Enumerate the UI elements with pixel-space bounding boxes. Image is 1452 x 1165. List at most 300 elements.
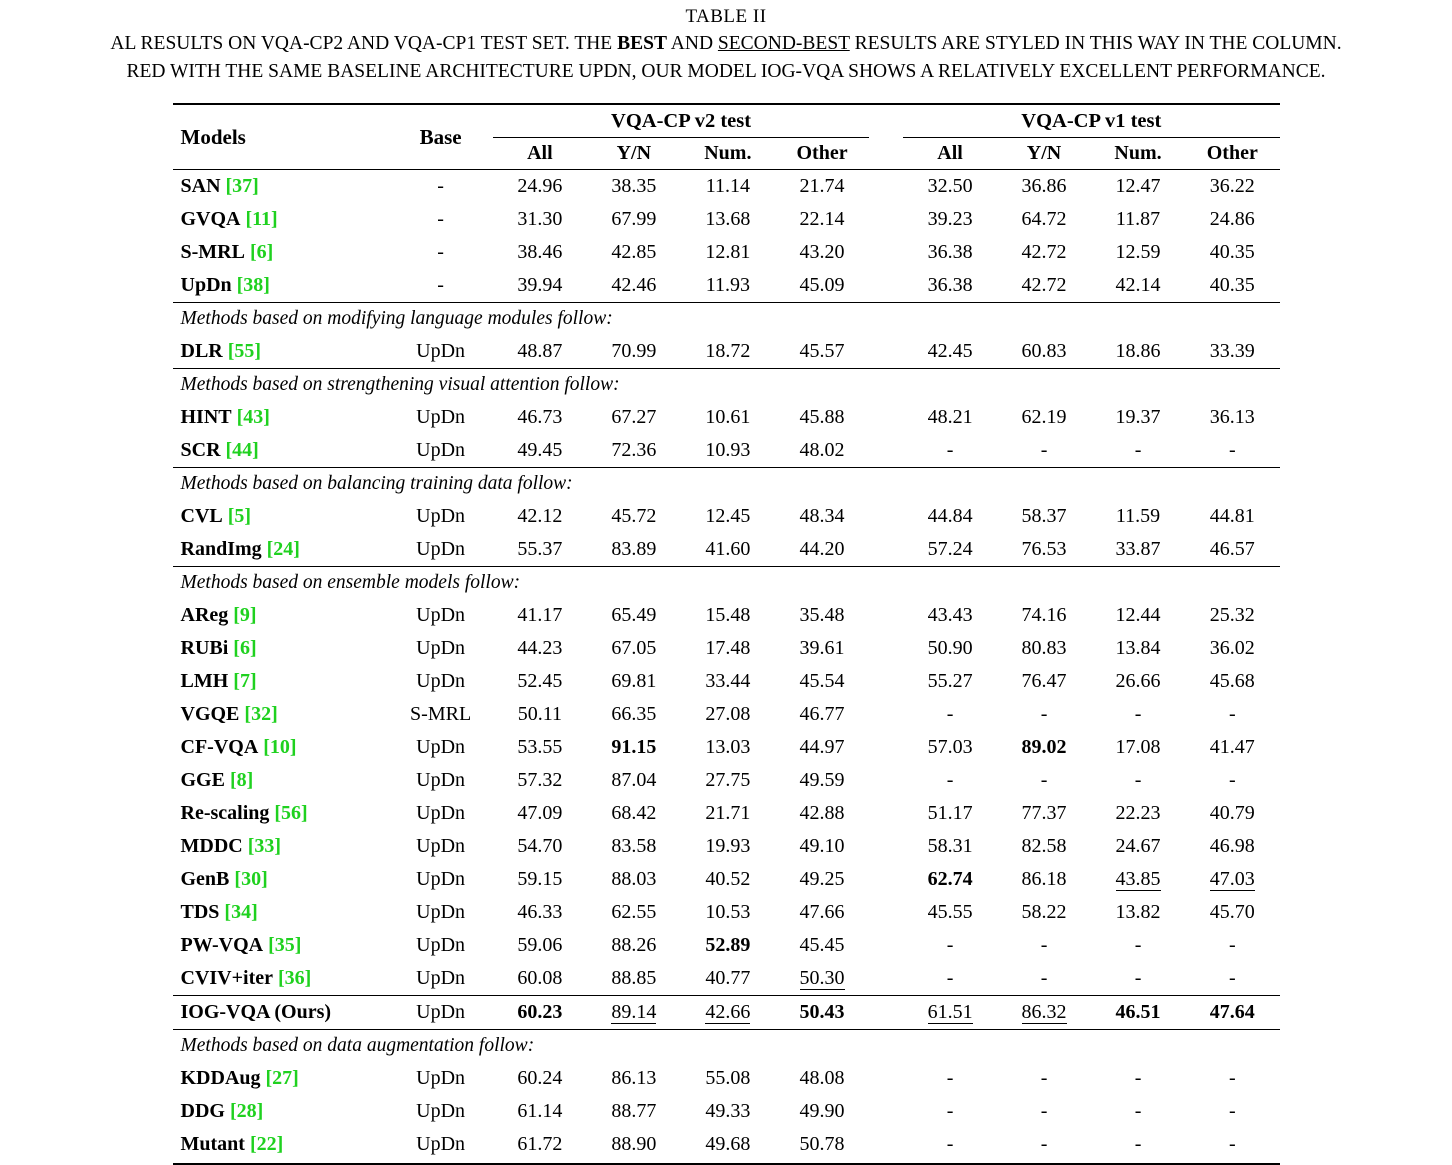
cell-v2-1: 89.14 [587,996,681,1030]
section-label: Methods based on ensemble models follow: [173,567,1280,600]
cell-v2-2: 18.72 [705,340,751,363]
table-row[interactable] [173,1095,1280,1128]
caption-line-1 [0,30,1452,58]
cell-v2-0: 46.33 [517,901,563,924]
cell-v1-3: 47.03 [1209,868,1255,891]
cell-v2-1: 67.27 [611,406,657,429]
section-header-row [173,369,1280,402]
cell-v2-3: 50.78 [799,1133,845,1156]
cell-gap [869,434,903,468]
table-row[interactable] [173,500,1280,533]
cell-v1-3: - [1228,1100,1236,1123]
cell-model: TDS [34] [180,901,258,924]
cell-v2-3: 48.02 [799,439,845,462]
cell-model: SCR [44] [180,439,259,462]
cell-v2-2: 11.93 [705,274,750,297]
cell-gap [869,797,903,830]
table-row[interactable] [173,632,1280,665]
cell-v2-2: 21.71 [705,802,751,825]
cell-v1-2: 12.44 [1115,604,1161,627]
cell-gap [869,1062,903,1095]
cell-model: UpDn [38] [180,274,270,297]
cell-v2-3: 50.30 [799,967,845,990]
cell-model: SAN [37] [173,170,389,204]
table-row[interactable] [173,996,1280,1030]
cell-v1-0: - [946,1100,954,1123]
cell-v1-2: - [1134,1133,1142,1156]
cell-v1-0: 43.43 [927,604,973,627]
cell-gap [869,731,903,764]
cell-base: UpDn [416,1100,466,1123]
cell-gap [869,335,903,369]
table-row[interactable] [173,764,1280,797]
cell-gap [869,863,903,896]
header-v2-other: Other [796,142,848,165]
cell-model: MDDC [33] [180,835,282,858]
cell-v1-3: - [1228,769,1236,792]
cell-v1-1: - [1040,1067,1048,1090]
cell-v1-1: 64.72 [1021,208,1067,231]
table-row[interactable] [173,698,1280,731]
section-label: Methods based on modifying language modules follow: [173,303,1280,336]
cell-base: UpDn [388,996,493,1030]
citation-ref[interactable]: [56] [274,802,308,825]
cell-v2-1: 42.46 [611,274,657,297]
citation-ref[interactable]: [24] [266,538,300,561]
cell-v1-2: 42.14 [1115,274,1161,297]
cell-v1-3: - [1228,1067,1236,1090]
cell-v2-0: 24.96 [493,170,587,204]
cell-model: GVQA [11] [180,208,278,231]
cell-v1-3: 46.57 [1209,538,1255,561]
cell-base: UpDn [416,769,466,792]
citation-ref[interactable]: [38] [236,274,270,297]
cell-v1-0: 50.90 [927,637,973,660]
cell-v2-0: 60.23 [493,996,587,1030]
cell-v2-3: 43.20 [799,241,845,264]
cell-v1-1: 36.86 [997,170,1091,204]
caption-second-best-word: SECOND-BEST [717,33,850,54]
citation-ref[interactable]: [36] [277,967,312,990]
cell-model: VGQE [32] [180,703,278,726]
cell-v2-1: 83.58 [611,835,657,858]
cell-v2-1: 42.85 [611,241,657,264]
citation-ref[interactable]: [37] [225,175,259,198]
cell-v1-0: - [946,1133,954,1156]
citation-ref[interactable]: [35] [268,934,302,957]
section-header-row [173,1030,1280,1063]
cell-v1-2: 26.66 [1115,670,1161,693]
cell-v2-2: 27.75 [705,769,751,792]
cell-v1-1: 77.37 [1021,802,1067,825]
table-row[interactable] [173,203,1280,236]
cell-v1-0: 61.51 [903,996,997,1030]
cell-v2-1: 65.49 [611,604,657,627]
cell-v1-2: 12.59 [1115,241,1161,264]
cell-v2-0: 44.23 [517,637,563,660]
cell-model: GGE [8] [180,769,254,792]
cell-v2-1: 86.13 [611,1067,657,1090]
citation-ref[interactable]: [22] [249,1133,284,1156]
cell-v1-1: 89.02 [1021,736,1067,759]
cell-model: DLR [55] [180,340,262,363]
cell-base: UpDn [416,868,466,891]
cell-v2-0: 39.94 [517,274,563,297]
cell-v2-2: 49.33 [705,1100,751,1123]
table-caption [0,30,1452,85]
cell-base: UpDn [416,406,466,429]
cell-v2-0: 61.72 [517,1133,563,1156]
cell-v2-0: 55.37 [517,538,563,561]
cell-model: CVL [5] [180,505,252,528]
cell-model: HINT [43] [180,406,270,429]
cell-v2-2: 13.68 [705,208,751,231]
cell-v2-2: 12.45 [705,505,751,528]
cell-model: RUBi [6] [180,637,257,660]
cell-v2-0: 47.09 [517,802,563,825]
cell-v1-0: 62.74 [927,868,973,891]
cell-v1-1: 80.83 [1021,637,1067,660]
table-row[interactable] [173,896,1280,929]
cell-base: UpDn [416,670,466,693]
cell-gap [869,962,903,996]
cell-v1-3: 24.86 [1209,208,1255,231]
cell-v2-3: 42.88 [799,802,845,825]
cell-gap [869,1128,903,1161]
table-row[interactable] [173,797,1280,830]
citation-ref[interactable]: [43] [236,406,270,429]
cell-gap [869,203,903,236]
cell-v2-3: 44.97 [799,736,845,759]
cell-v1-0: 57.03 [927,736,973,759]
table-row[interactable] [173,1128,1280,1161]
cell-model: Re-scaling [56] [180,802,308,825]
cell-v1-0: - [946,703,954,726]
cell-v1-2: 43.85 [1115,868,1161,891]
cell-v1-0: 36.38 [927,274,973,297]
cell-v2-1: 67.05 [611,637,657,660]
cell-v2-2: 13.03 [705,736,751,759]
table-row[interactable] [173,335,1280,369]
cell-v2-1: 83.89 [611,538,657,561]
citation-ref[interactable]: [7] [233,670,257,693]
cell-model: DDG [28] [180,1100,264,1123]
cell-v2-0: 54.70 [517,835,563,858]
citation-ref[interactable]: [55] [227,340,262,363]
cell-v1-0: 48.21 [927,406,973,429]
cell-v2-3: 45.57 [799,340,845,363]
cell-v1-1: 42.72 [1021,274,1067,297]
citation-ref[interactable]: [9] [233,604,257,627]
cell-v1-0: 51.17 [927,802,973,825]
cell-v2-0: 53.55 [517,736,563,759]
cell-model: S-MRL [6] [180,241,274,264]
cell-v1-1: - [1040,934,1048,957]
table-row[interactable] [173,665,1280,698]
cell-v1-2: 19.37 [1115,406,1161,429]
table-row[interactable] [173,236,1280,269]
cell-model: CF-VQA [10] [180,736,297,759]
table-row[interactable] [173,269,1280,303]
cell-v1-3: - [1228,967,1236,990]
cell-base: - [388,170,493,204]
cell-v2-2: 41.60 [705,538,751,561]
cell-v1-0: 55.27 [927,670,973,693]
cell-v1-2: 12.47 [1091,170,1185,204]
table-row[interactable] [173,1062,1280,1095]
cell-v1-2: - [1134,1100,1142,1123]
cell-v2-2: 10.93 [705,439,751,462]
citation-ref[interactable]: [6] [249,241,274,264]
cell-v2-3: 45.45 [799,934,845,957]
header-v1-yn: Y/N [1026,142,1062,165]
cell-v1-2: 33.87 [1115,538,1161,561]
citation-ref[interactable]: [33] [247,835,282,858]
cell-v2-1: 88.85 [611,967,657,990]
table-row[interactable] [173,401,1280,434]
cell-v2-1: 88.26 [611,934,657,957]
cell-v2-1: 87.04 [611,769,657,792]
cell-v2-0: 50.11 [517,703,562,726]
cell-v2-0: 48.87 [517,340,563,363]
cell-model: PW-VQA [35] [180,934,302,957]
header-models: Models [173,104,389,170]
cell-v2-0: 46.73 [517,406,563,429]
cell-v1-0: 45.55 [927,901,973,924]
cell-gap [869,764,903,797]
table-row[interactable] [173,170,1280,204]
cell-v2-3: 49.25 [799,868,845,891]
cell-v2-2: 11.14 [681,170,775,204]
cell-v2-1: 88.90 [611,1133,657,1156]
table-row[interactable] [173,599,1280,632]
cell-v1-1: - [1040,769,1048,792]
cell-v1-1: 62.19 [1021,406,1067,429]
cell-v1-1: 58.37 [1021,505,1067,528]
cell-v1-1: 86.18 [1021,868,1067,891]
results-table [173,103,1280,1165]
cell-v2-1: 68.42 [611,802,657,825]
cell-gap [869,599,903,632]
cell-v2-0: 42.12 [517,505,563,528]
table-row[interactable] [173,962,1280,996]
cell-v2-3: 49.59 [799,769,845,792]
cell-v1-1: - [1040,703,1048,726]
cell-v1-2: 13.82 [1115,901,1161,924]
cell-v1-1: - [1040,1100,1048,1123]
cell-v1-1: - [1040,1133,1048,1156]
table-row[interactable] [173,830,1280,863]
cell-v2-1: 62.55 [611,901,657,924]
cell-v1-3: 36.13 [1209,406,1255,429]
cell-model: KDDAug [27] [180,1067,299,1090]
table-bottom-rule [173,1161,1280,1164]
cell-v2-3: 47.66 [799,901,845,924]
citation-ref[interactable]: [34] [224,901,258,924]
cell-v2-1: 91.15 [611,736,657,759]
cell-v1-0: 36.38 [927,241,973,264]
cell-v2-3: 45.54 [799,670,845,693]
cell-v2-2: 42.66 [681,996,775,1030]
cell-v2-3: 45.88 [799,406,845,429]
header-v1-all: All [937,142,963,165]
cell-v1-1: 82.58 [1021,835,1067,858]
cell-v2-3: 35.48 [799,604,845,627]
cell-base: UpDn [416,901,466,924]
citation-ref[interactable]: [28] [229,1100,264,1123]
cell-v2-2: 55.08 [705,1067,751,1090]
section-header-row [173,468,1280,501]
cell-base: UpDn [416,835,466,858]
cell-v2-2: 15.48 [705,604,751,627]
header-gap [869,104,903,138]
cell-gap [869,929,903,962]
cell-v2-2: 12.81 [705,241,751,264]
cell-v1-2: - [1134,1067,1142,1090]
table-row[interactable] [173,434,1280,468]
cell-v1-3: 33.39 [1209,340,1255,363]
cell-gap [869,830,903,863]
cell-model: LMH [7] [180,670,257,693]
cell-model: IOG-VQA (Ours) [173,996,389,1030]
cell-base: UpDn [416,505,466,528]
cell-gap [869,533,903,567]
cell-v2-3: 46.77 [799,703,845,726]
cell-v2-3: 21.74 [775,170,869,204]
cell-v2-3: 49.90 [799,1100,845,1123]
cell-v2-0: 60.24 [517,1067,563,1090]
cell-gap [869,996,903,1030]
cell-v1-1: 86.32 [997,996,1091,1030]
cell-model: GenB [30] [180,868,268,891]
cell-base: - [437,274,444,297]
cell-v1-1: 76.47 [1021,670,1067,693]
cell-v2-0: 31.30 [517,208,563,231]
cell-v1-0: - [946,439,954,462]
cell-v1-3: 40.79 [1209,802,1255,825]
cell-v1-2: 46.51 [1091,996,1185,1030]
cell-base: UpDn [416,538,466,561]
cell-v2-0: 59.06 [517,934,563,957]
citation-ref[interactable]: [5] [227,505,252,528]
cell-v1-3: 45.68 [1209,670,1255,693]
section-label: Methods based on strengthening visual attention follow: [173,369,1280,402]
header-v2-num: Num. [704,142,752,165]
citation-ref[interactable]: [27] [265,1067,299,1090]
cell-v1-3: 40.35 [1209,241,1255,264]
cell-gap [869,236,903,269]
cell-base: - [437,208,444,231]
cell-v1-2: - [1134,769,1142,792]
cell-base: S-MRL [410,703,472,726]
cell-v1-1: - [1040,967,1048,990]
citation-ref[interactable]: [11] [245,208,278,231]
cell-v2-0: 61.14 [517,1100,563,1123]
caption-best-word: BEST [617,33,667,54]
cell-v2-2: 19.93 [705,835,751,858]
cell-v2-1: 69.81 [611,670,657,693]
cell-v1-1: 60.83 [1021,340,1067,363]
cell-v2-3: 22.14 [799,208,845,231]
cell-base: UpDn [416,340,466,363]
cell-v1-2: 24.67 [1115,835,1161,858]
cell-gap [869,896,903,929]
cell-v2-1: 72.36 [611,439,657,462]
cell-v1-1: 76.53 [1021,538,1067,561]
cell-v1-2: 22.23 [1115,802,1161,825]
cell-v1-0: 32.50 [903,170,997,204]
cell-v1-3: - [1228,703,1236,726]
cell-v2-0: 49.45 [517,439,563,462]
cell-v1-3: 47.64 [1185,996,1279,1030]
citation-ref[interactable]: [32] [244,703,278,726]
cell-v1-2: - [1134,439,1142,462]
table-row[interactable] [173,731,1280,764]
header-v2-all: All [527,142,553,165]
cell-v1-3: 46.98 [1209,835,1255,858]
cell-model: RandImg [24] [180,538,300,561]
table-row[interactable] [173,863,1280,896]
cell-v2-1: 88.77 [611,1100,657,1123]
cell-v1-3: - [1228,1133,1236,1156]
header-base: Base [388,104,493,170]
table-row[interactable] [173,533,1280,567]
cell-base: UpDn [416,1133,466,1156]
cell-model: AReg [9] [180,604,257,627]
cell-v1-0: 39.23 [927,208,973,231]
cell-v2-3: 44.20 [799,538,845,561]
cell-base: UpDn [416,802,466,825]
cell-v1-3: 41.47 [1209,736,1255,759]
cell-v1-2: 17.08 [1115,736,1161,759]
cell-v1-2: - [1134,934,1142,957]
cell-v1-0: 42.45 [927,340,973,363]
citation-ref[interactable]: [8] [229,769,254,792]
cell-base: UpDn [416,1067,466,1090]
cell-v1-0: 58.31 [927,835,973,858]
table-row[interactable] [173,929,1280,962]
cell-v2-2: 40.77 [705,967,751,990]
cell-v1-2: 13.84 [1115,637,1161,660]
cell-v2-0: 60.08 [517,967,563,990]
cell-v2-1: 38.35 [587,170,681,204]
cell-v2-2: 49.68 [705,1133,751,1156]
cell-v2-1: 66.35 [611,703,657,726]
citation-ref[interactable]: [30] [234,868,268,891]
cell-v1-2: 11.59 [1115,505,1161,528]
cell-v1-0: 57.24 [927,538,973,561]
cell-v1-3: 44.81 [1209,505,1255,528]
cell-v1-3: - [1228,439,1236,462]
cell-v1-3: 45.70 [1209,901,1255,924]
cell-v2-1: 45.72 [611,505,657,528]
citation-ref[interactable]: [10] [263,736,297,759]
cell-v1-0: - [946,769,954,792]
cell-v2-2: 52.89 [705,934,751,957]
cell-v2-0: 38.46 [517,241,563,264]
cell-base: UpDn [416,934,466,957]
cell-v2-2: 27.08 [705,703,751,726]
cell-base: UpDn [416,967,466,990]
citation-ref[interactable]: [44] [225,439,259,462]
cell-v1-3: 36.02 [1209,637,1255,660]
citation-ref[interactable]: [6] [233,637,257,660]
cell-v1-3: 40.35 [1209,274,1255,297]
cell-v2-2: 33.44 [705,670,751,693]
cell-v2-0: 52.45 [517,670,563,693]
cell-base: UpDn [416,736,466,759]
header-gap-2 [869,138,903,170]
